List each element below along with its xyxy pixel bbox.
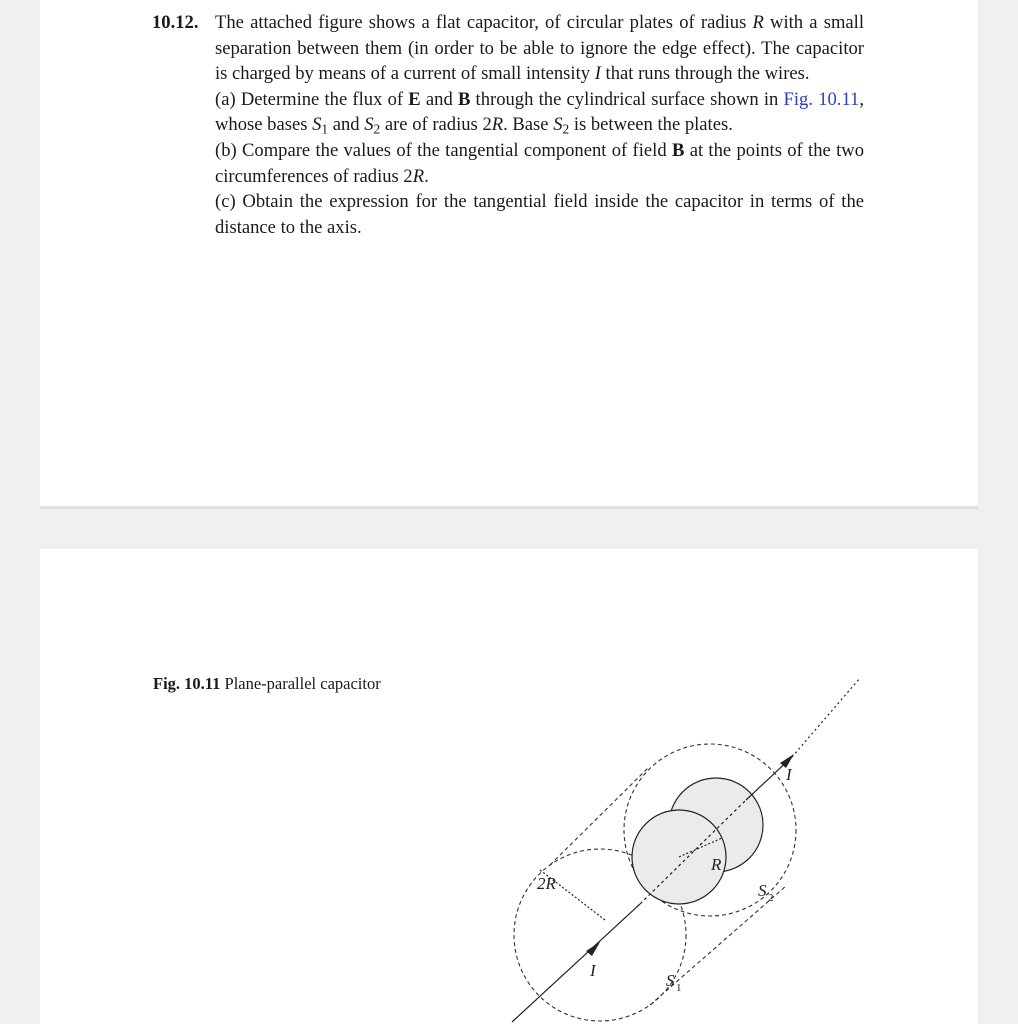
label-current-bottom: I <box>590 961 596 980</box>
label-radius-2R: 2R <box>537 874 556 893</box>
problem-intro: The attached figure shows a flat capacitor, of circular plates of radius R with a small separation between them (in order to be able to ignore the edge effect). The capacitor is charged by means of a current of small intensity I that runs through the wires. <box>215 12 864 85</box>
caption-label: Fig. 10.11 <box>153 674 221 693</box>
label-radius-R: R <box>711 855 722 874</box>
label-base-s2-sub: 2 <box>768 892 774 904</box>
capacitor-figure <box>500 660 880 1024</box>
label-base-s2: S <box>758 881 767 900</box>
problem-body <box>215 10 864 240</box>
caption-text: Plane-parallel capacitor <box>224 674 381 693</box>
figure-caption <box>153 673 383 695</box>
wire-dotted-extension <box>792 678 860 757</box>
problem-part-c: (c) Obtain the expression for the tangential field inside the capacitor in terms of the distance to the axis. <box>215 191 864 238</box>
label-base-s1-sub: 1 <box>676 982 682 994</box>
page-divider <box>40 506 978 509</box>
label-current-top: I <box>786 765 792 784</box>
problem-part-b: (b) Compare the values of the tangential component of field B at the points of the two circumferences of radius 2R. <box>215 139 864 187</box>
current-arrow-bottom <box>586 942 600 956</box>
problem-10-12 <box>152 10 864 240</box>
label-base-s1: S <box>666 971 675 990</box>
figure-reference-link[interactable]: Fig. 10.11 <box>783 88 860 110</box>
problem-number: 10.12. <box>152 12 199 33</box>
wire-lower <box>512 904 640 1022</box>
problem-part-a: (a) Determine the flux of E and B through the cylindrical surface shown in Fig. 10.11, whose bases $S_1$ and $S_2$ are of radius 2R. Base $S_2$ is between the plates. <box>215 88 865 137</box>
